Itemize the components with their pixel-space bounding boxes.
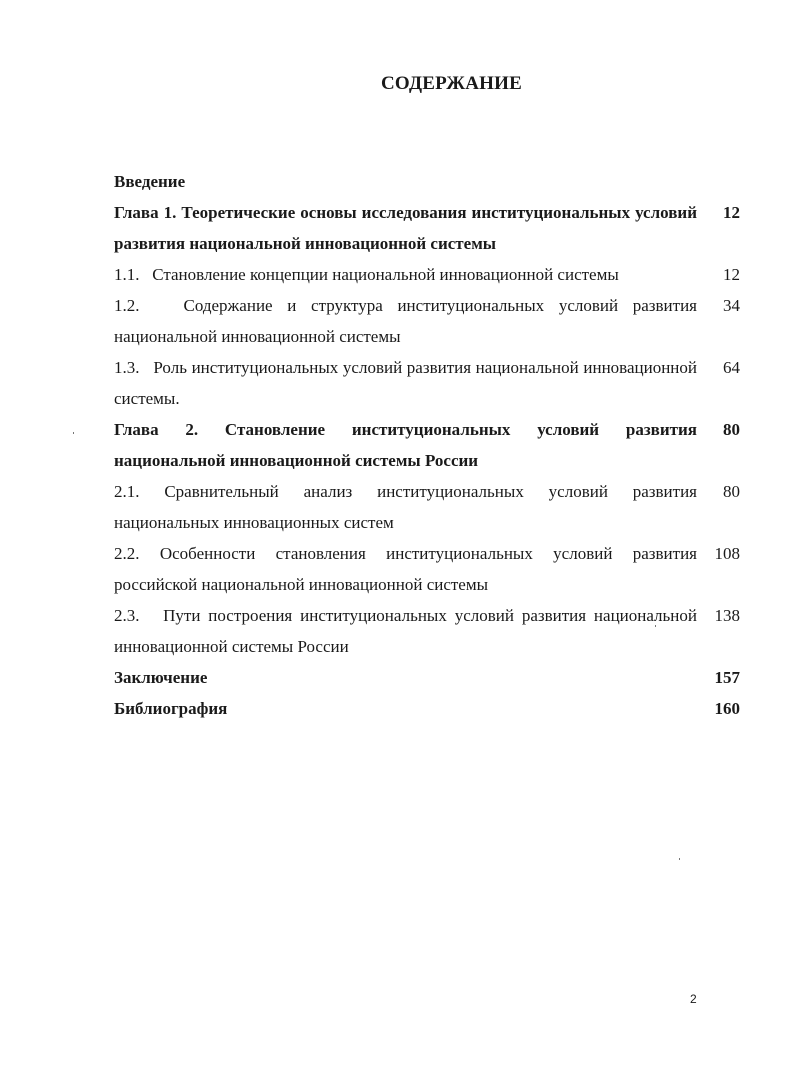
toc-entry-chapter-1[interactable] <box>114 197 740 259</box>
scan-speck <box>679 858 680 860</box>
scan-speck <box>655 625 656 627</box>
toc-entry-section-2-3[interactable] <box>114 600 740 662</box>
toc-entry-text: 1.2. Содержание и структура институциональных условий развития национальной инновационной системы <box>114 296 697 346</box>
scan-speck <box>73 432 74 434</box>
toc-entry-conclusion[interactable] <box>114 662 740 693</box>
toc-entry-text: Введение <box>114 172 186 191</box>
toc-entry-text: 1.3. Роль институциональных условий развития национальной инновационной системы. <box>114 358 697 408</box>
toc-entry-text: 2.2. Особенности становления институциональных условий развития российской национальной инновационной системы <box>114 544 697 594</box>
toc-entry-section-1-1[interactable] <box>114 259 740 290</box>
toc-entry-page: 12 <box>723 265 740 284</box>
table-of-contents <box>114 166 740 724</box>
toc-entry-text: Заключение <box>114 668 208 687</box>
toc-entry-page: 64 <box>723 358 740 377</box>
toc-entry-page: 157 <box>714 668 740 687</box>
toc-entry-introduction[interactable] <box>114 166 740 197</box>
toc-entry-text: 2.3. Пути построения институциональных условий развития национальной инновационной системы России <box>114 606 697 656</box>
page-title: СОДЕРЖАНИЕ <box>381 73 522 94</box>
toc-entry-chapter-2[interactable] <box>114 414 740 476</box>
toc-entry-section-2-2[interactable] <box>114 538 740 600</box>
toc-entry-section-2-1[interactable] <box>114 476 740 538</box>
toc-entry-page: 80 <box>723 420 740 439</box>
toc-entry-text: Глава 1. Теоретические основы исследования институциональных условий развития национальной инновационной системы <box>114 203 697 253</box>
toc-entry-text: 2.1. Сравнительный анализ институциональных условий развития национальных инновационных систем <box>114 482 697 532</box>
toc-entry-page: 138 <box>714 606 740 625</box>
page-number: 2 <box>690 992 697 1006</box>
toc-entry-page: 12 <box>723 203 740 222</box>
toc-entry-text: 1.1. Становление концепции национальной инновационной системы <box>114 265 619 284</box>
toc-entry-page: 80 <box>723 482 740 501</box>
toc-entry-text: Библиография <box>114 699 228 718</box>
toc-entry-bibliography[interactable] <box>114 693 740 724</box>
toc-entry-page: 108 <box>714 544 740 563</box>
toc-entry-section-1-2[interactable] <box>114 290 740 352</box>
toc-entry-text: Глава 2. Становление институциональных условий развития национальной инновационной системы России <box>114 420 697 470</box>
toc-entry-page: 34 <box>723 296 740 315</box>
toc-entry-page: 160 <box>714 699 740 718</box>
toc-entry-section-1-3[interactable] <box>114 352 740 414</box>
